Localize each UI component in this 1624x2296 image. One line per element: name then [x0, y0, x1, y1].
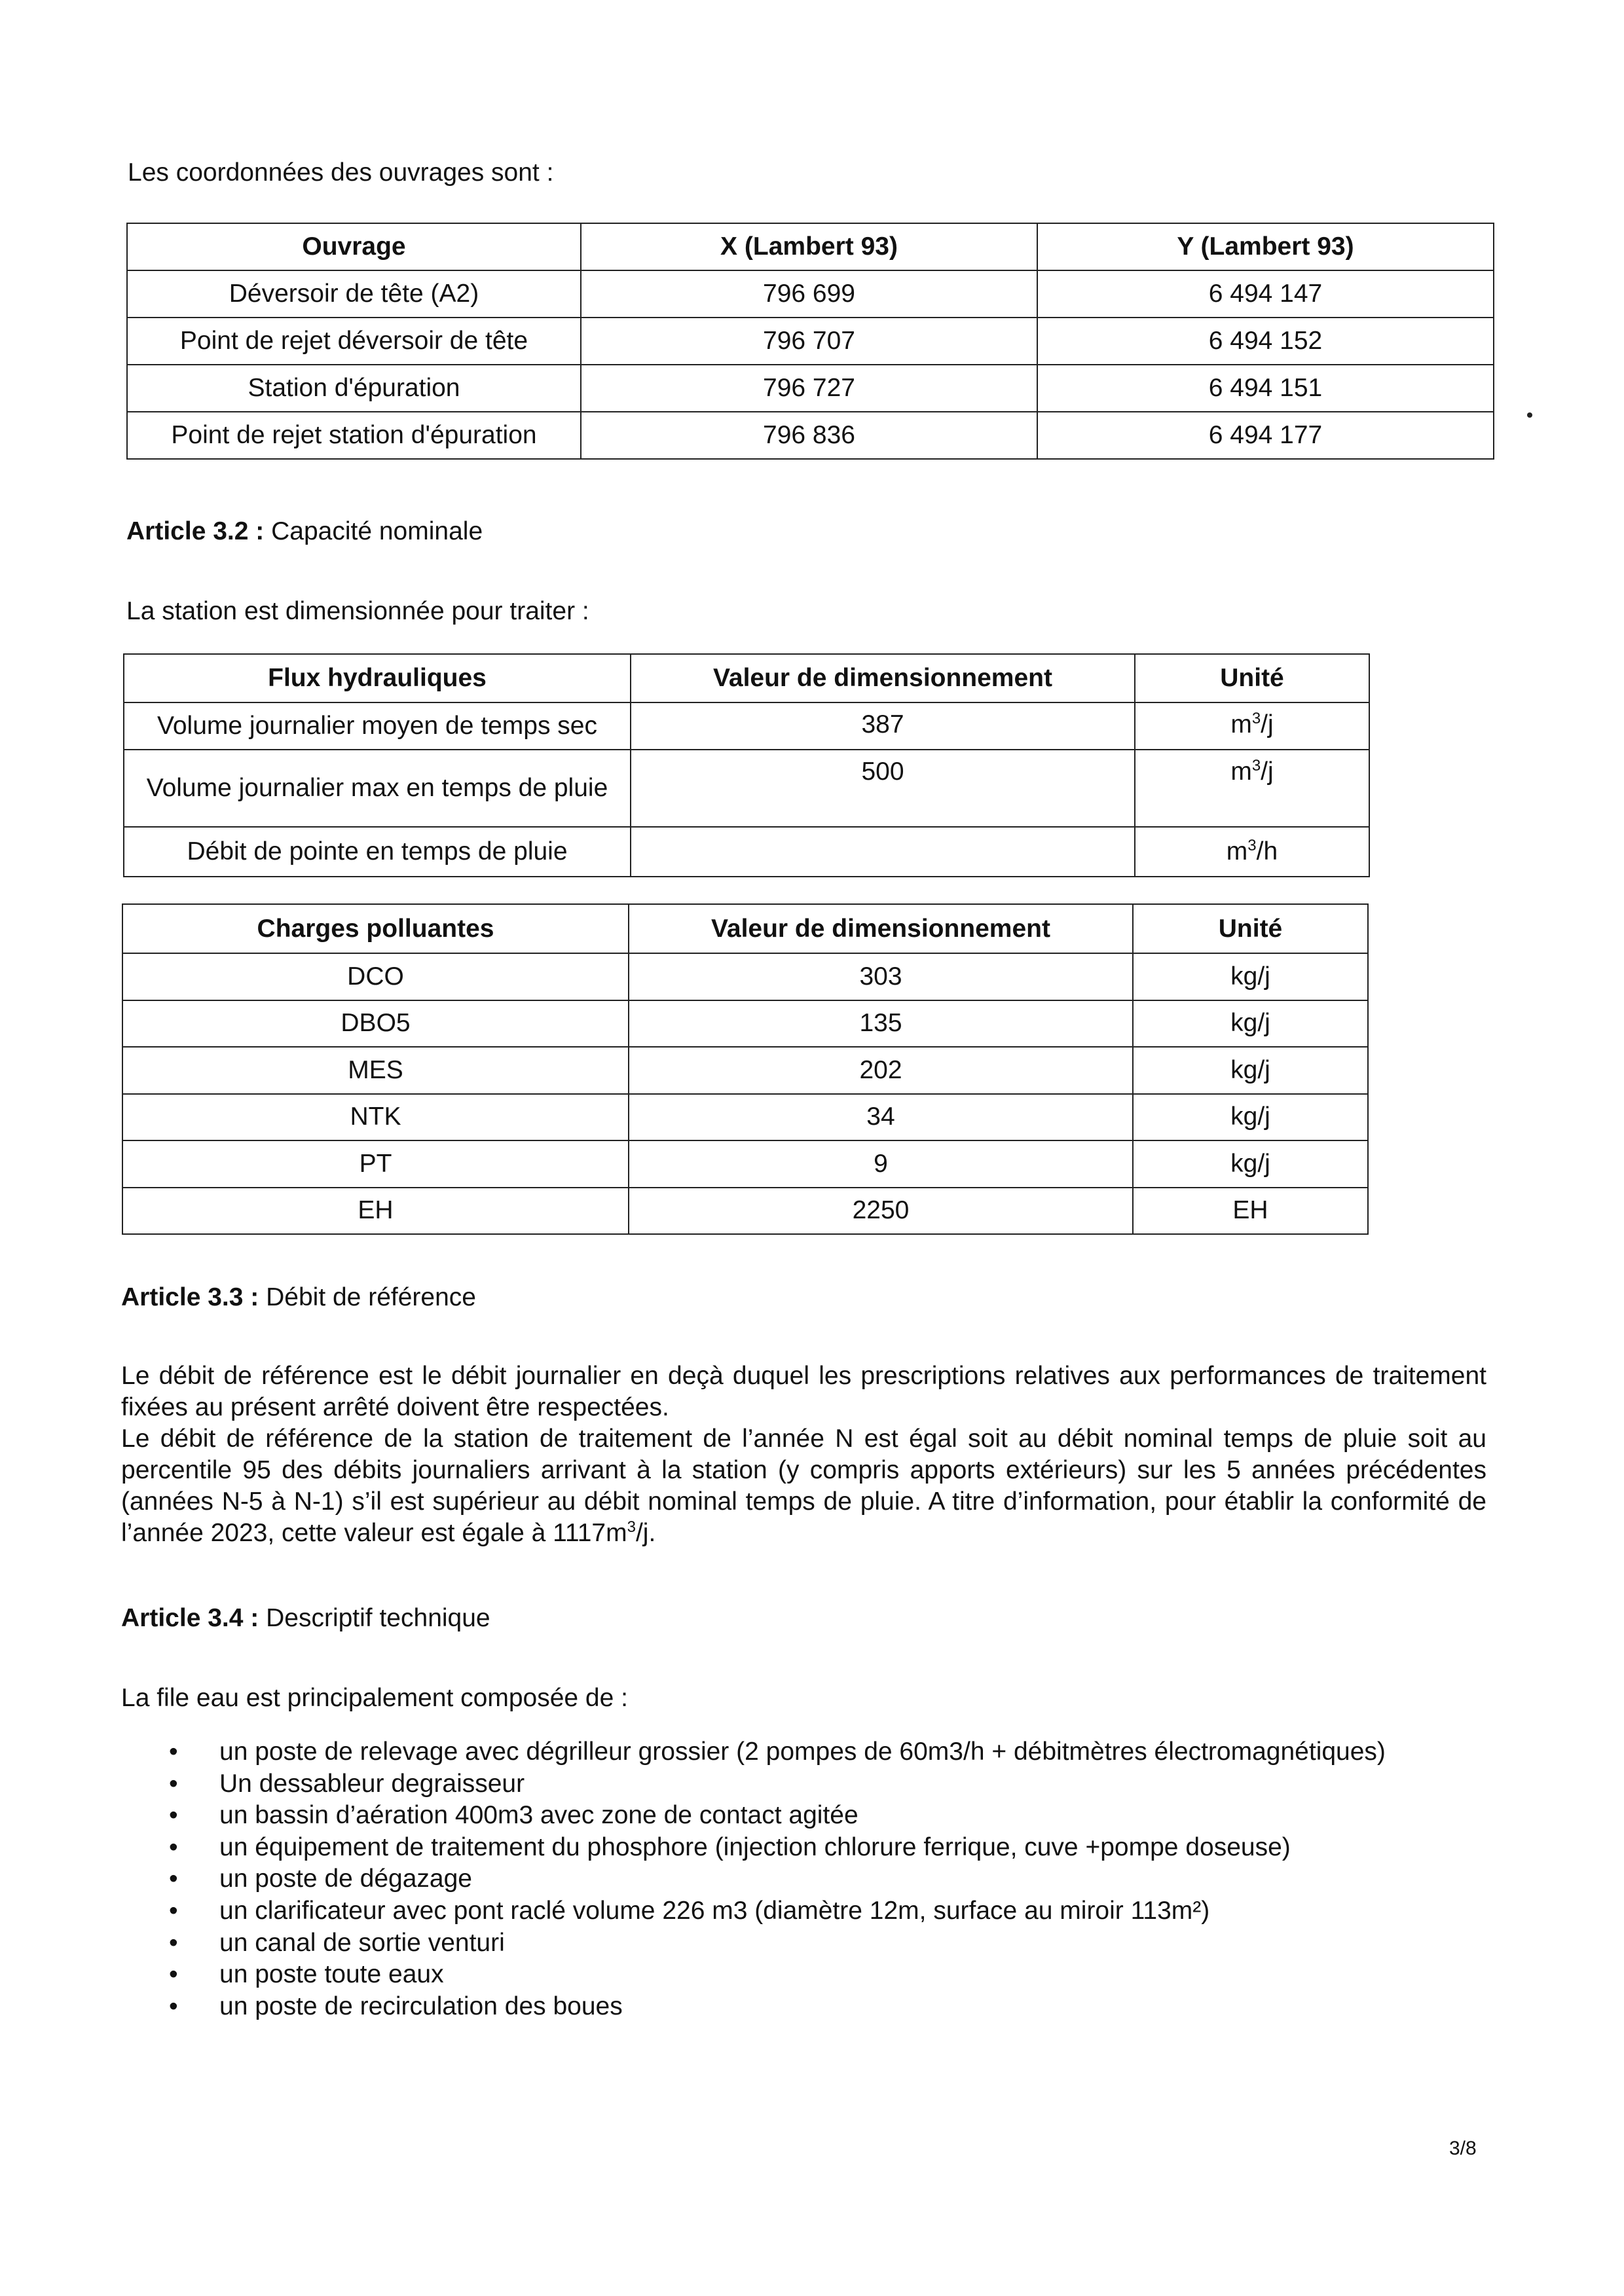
cell-unit: kg/j [1133, 1047, 1368, 1094]
article-3-3-heading [121, 1282, 476, 1313]
cell-x: 796 699 [581, 270, 1037, 318]
header-unite: Unité [1133, 904, 1368, 953]
cell-y: 6 494 152 [1037, 318, 1494, 365]
cell-ouvrage: Déversoir de tête (A2) [127, 270, 581, 318]
cell-label: Volume journalier max en temps de pluie [124, 750, 631, 827]
list-item: • un poste de relevage avec dégrilleur grossier (2 pompes de 60m3/h + débitmètres électromagnétiques) [164, 1736, 1386, 1768]
cell-ouvrage: Point de rejet station d'épuration [127, 412, 581, 459]
header-ouvrage: Ouvrage [127, 223, 581, 270]
cell-label: EH [122, 1188, 629, 1235]
file-eau-intro: La file eau est principalement composée de : [121, 1684, 628, 1712]
cell-ouvrage: Station d'épuration [127, 365, 581, 412]
list-item: • un équipement de traitement du phosphore (injection chlorure ferrique, cuve +pompe doseuse) [164, 1832, 1386, 1864]
cell-x: 796 727 [581, 365, 1037, 412]
header-charges: Charges polluantes [122, 904, 629, 953]
list-item: • un poste toute eaux [164, 1959, 1386, 1991]
cell-label: DBO5 [122, 1000, 629, 1048]
cell-label: MES [122, 1047, 629, 1094]
header-x: X (Lambert 93) [581, 223, 1037, 270]
list-item: • un poste de recirculation des boues [164, 1991, 1386, 2023]
cell-unit: kg/j [1133, 1094, 1368, 1141]
cell-unit: $m^3/j$ [1135, 750, 1369, 827]
table-row [122, 1094, 1368, 1141]
table-row [124, 702, 1369, 750]
cell-x: 796 836 [581, 412, 1037, 459]
table-header-row [124, 654, 1369, 702]
cell-unit: kg/j [1133, 1000, 1368, 1048]
coordinates-table [126, 223, 1494, 460]
cell-unit: $m^3/j$ [1135, 702, 1369, 750]
flux-hydrauliques-table [123, 653, 1370, 877]
reference-paragraph-1: Le débit de référence est le débit journalier en deçà duquel les prescriptions relatives aux performances de traitement fixées au présent arrêté doivent être respectées. [121, 1362, 1486, 1421]
cell-value: 387 [631, 702, 1135, 750]
table-header-row [122, 904, 1368, 953]
reference-paragraph-2: Le débit de référence de la station de traitement de l’année N est égal soit au débit nominal temps de pluie soit au percentile 95 des débits journaliers arrivant à la station (y compris apports extérieurs) sur les 5 années précédentes (années N-5 à N-1) s’il est supérieur au débit nominal temps de pluie. A titre d’information, pour établir la conformité de l’année 2023, cette valeur est égale à $1117m^3/j$. [121, 1425, 1486, 1547]
list-item: • un clarificateur avec pont raclé volume 226 m3 (diamètre 12m, surface au miroir 113m²) [164, 1895, 1386, 1927]
cell-label: PT [122, 1140, 629, 1188]
table-header-row [127, 223, 1494, 270]
cell-value [631, 827, 1135, 877]
coords-intro: Les coordonnées des ouvrages sont : [128, 158, 554, 187]
cell-y: 6 494 147 [1037, 270, 1494, 318]
header-valeur: Valeur de dimensionnement [629, 904, 1133, 953]
cell-x: 796 707 [581, 318, 1037, 365]
scan-speck [1527, 412, 1532, 418]
cell-unit: EH [1133, 1188, 1368, 1235]
cell-value: 9 [629, 1140, 1133, 1188]
table-row [122, 953, 1368, 1000]
cell-label: NTK [122, 1094, 629, 1141]
list-item: • un poste de dégazage [164, 1863, 1386, 1895]
cell-y: 6 494 151 [1037, 365, 1494, 412]
cell-value: 135 [629, 1000, 1133, 1048]
cell-unit: kg/j [1133, 1140, 1368, 1188]
cell-value: 34 [629, 1094, 1133, 1141]
cell-ouvrage: Point de rejet déversoir de tête [127, 318, 581, 365]
article-3-2-heading [126, 516, 483, 547]
table-row [127, 365, 1494, 412]
cell-label: Débit de pointe en temps de pluie [124, 827, 631, 877]
article-number: Article 3.2 : [126, 517, 265, 545]
list-item: • Un dessableur degraisseur [164, 1768, 1386, 1800]
article-title: Débit de référence [266, 1283, 476, 1311]
charges-polluantes-table [122, 903, 1369, 1235]
table-row [122, 1188, 1368, 1235]
table-row [122, 1047, 1368, 1094]
cell-value: 303 [629, 953, 1133, 1000]
article-number: Article 3.4 : [121, 1604, 259, 1632]
table-row [124, 750, 1369, 827]
header-unite: Unité [1135, 654, 1369, 702]
header-flux: Flux hydrauliques [124, 654, 631, 702]
cell-label: DCO [122, 953, 629, 1000]
cell-value: 2250 [629, 1188, 1133, 1235]
cell-y: 6 494 177 [1037, 412, 1494, 459]
table-row [122, 1140, 1368, 1188]
header-valeur: Valeur de dimensionnement [631, 654, 1135, 702]
cell-label: Volume journalier moyen de temps sec [124, 702, 631, 750]
page-number: 3/8 [1449, 2138, 1477, 2159]
table-row [127, 412, 1494, 459]
article-number: Article 3.3 : [121, 1283, 259, 1311]
equipment-list [164, 1736, 1386, 2022]
cell-unit: kg/j [1133, 953, 1368, 1000]
table-row [124, 827, 1369, 877]
cell-unit: $m^3/h$ [1135, 827, 1369, 877]
article-title: Descriptif technique [266, 1604, 490, 1632]
cell-value: 500 [631, 750, 1135, 827]
table-row [122, 1000, 1368, 1048]
article-3-4-heading [121, 1603, 490, 1634]
table-row [127, 318, 1494, 365]
article-title: Capacité nominale [271, 517, 483, 545]
station-intro: La station est dimensionnée pour traiter : [126, 597, 589, 625]
header-y: Y (Lambert 93) [1037, 223, 1494, 270]
list-item: • un bassin d’aération 400m3 avec zone de contact agitée [164, 1800, 1386, 1832]
list-item: • un canal de sortie venturi [164, 1927, 1386, 1959]
table-row [127, 270, 1494, 318]
cell-value: 202 [629, 1047, 1133, 1094]
